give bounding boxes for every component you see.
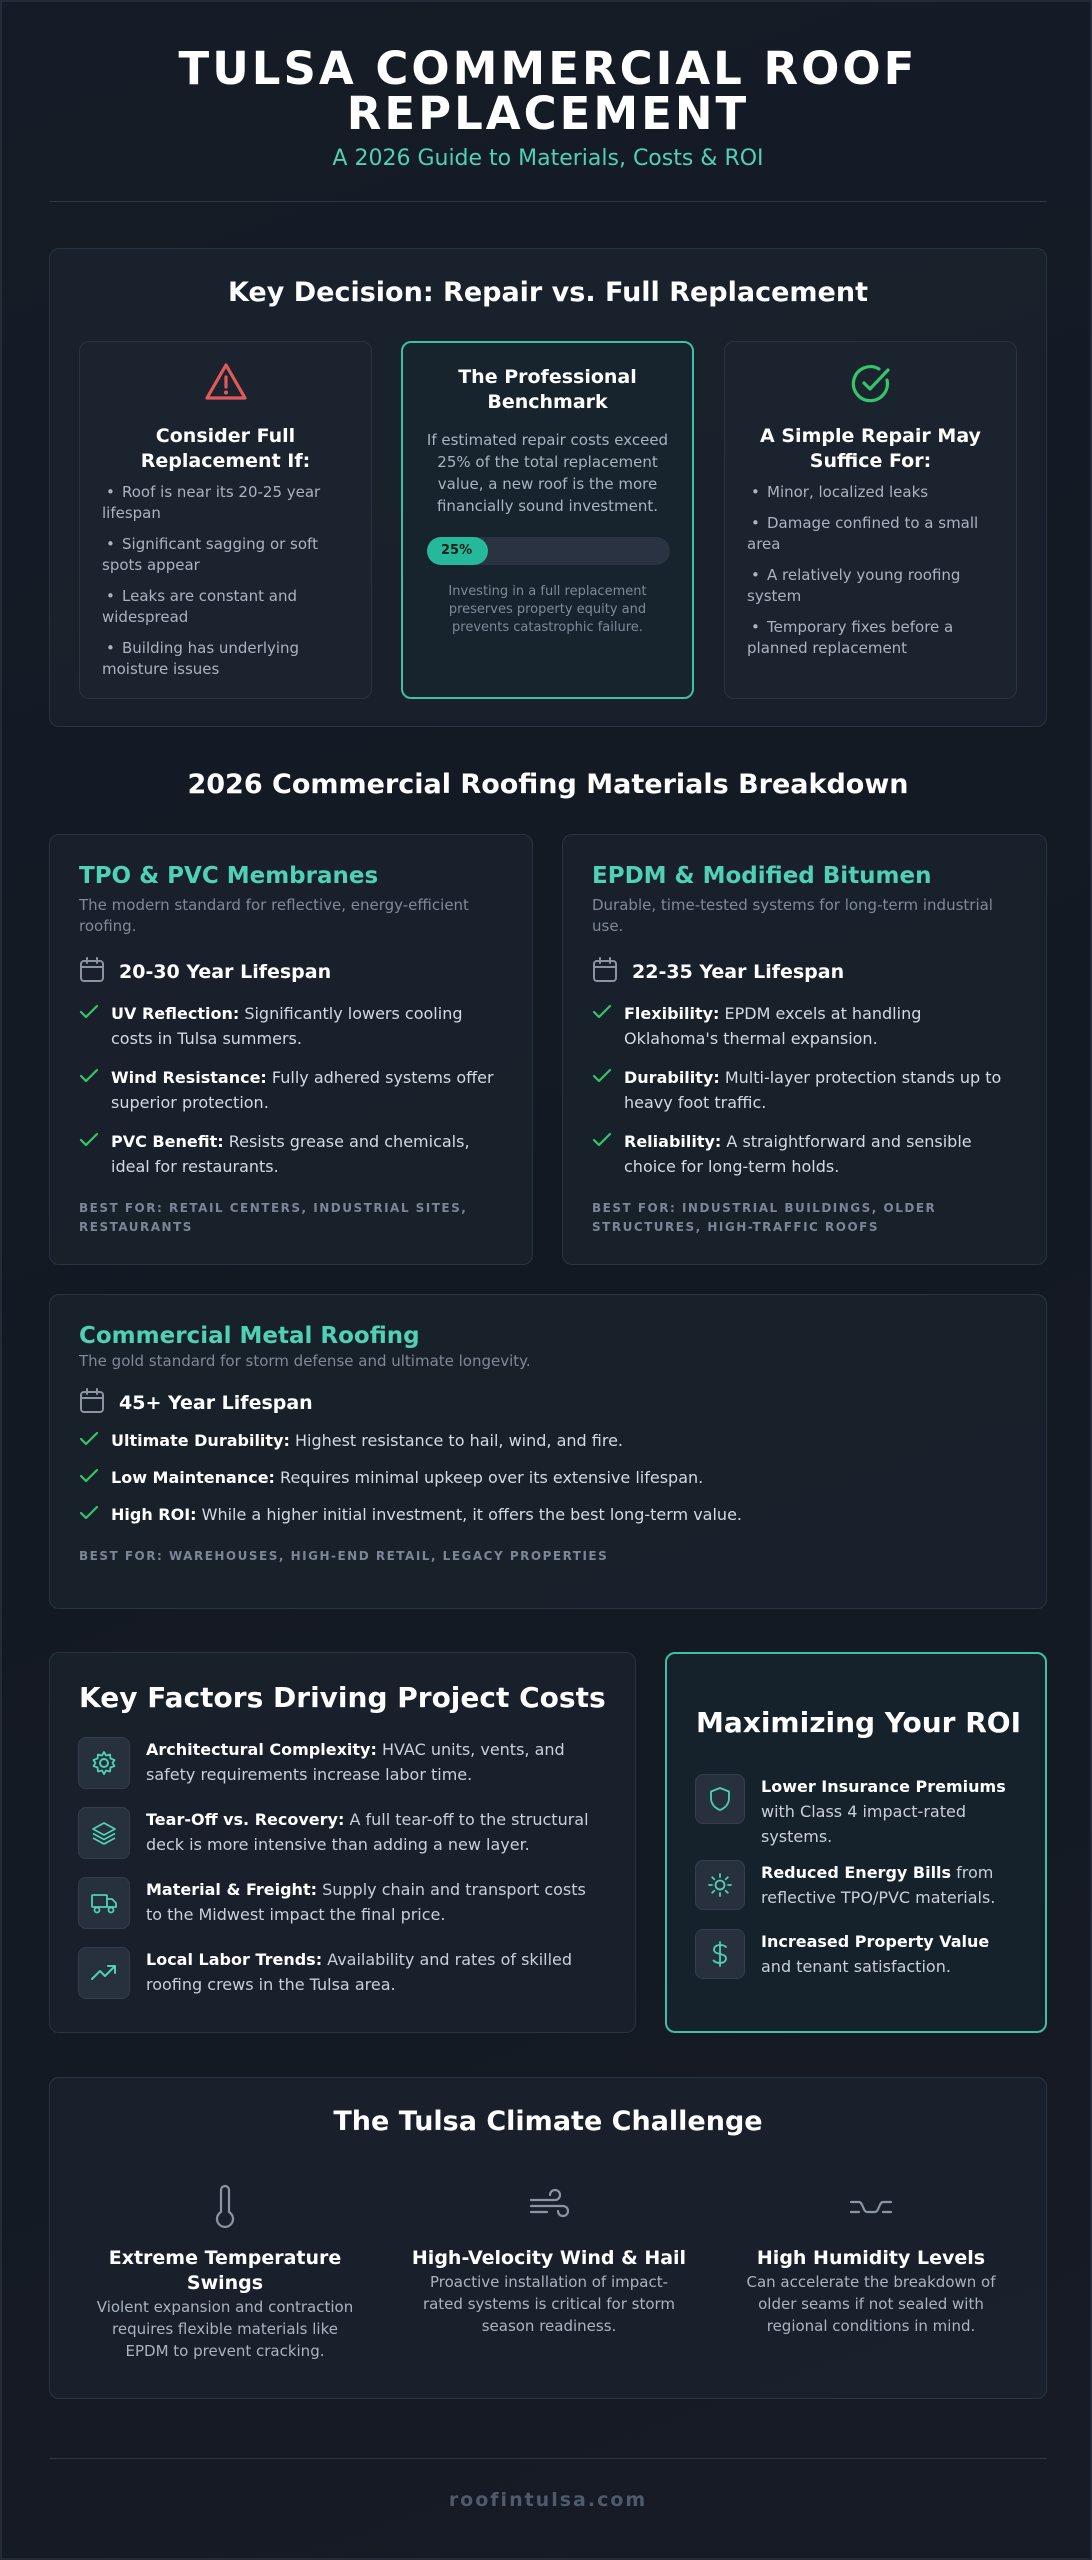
roi-item: Lower Insurance Premiums with Class 4 impact-rated systems. [695, 1774, 1011, 1849]
check-icon [79, 1502, 111, 1527]
repair-title: A Simple Repair May Suffice For: [760, 425, 981, 472]
list-item: • A relatively young roofing system [747, 566, 961, 605]
list-item: • Minor, localized leaks [751, 483, 929, 501]
climate-item: High Humidity Levels Can accelerate the breakdown of older seams if not sealed with regional conditions in mind. [721, 2184, 1021, 2337]
footer-divider [49, 2458, 1047, 2459]
benchmark-note: Investing in a full replacement preserves property equity and prevents catastrophic failure. [448, 584, 647, 635]
metal-lifespan: 45+ Year Lifespan [79, 1388, 1018, 1418]
cost-factor-item: Architectural Complexity: HVAC units, vents, and safety requirements increase labor time. [78, 1737, 606, 1789]
climate-section [49, 2077, 1047, 2399]
calendar-icon [79, 1388, 105, 1418]
roi-title: Maximizing Your ROI [696, 1706, 1022, 1739]
check-icon [79, 1065, 111, 1115]
replace-column [79, 341, 372, 699]
roi-item: Increased Property Value and tenant satisfaction. [695, 1929, 1011, 1979]
check-icon [79, 1001, 111, 1051]
metal-desc: The gold standard for storm defense and ultimate longevity. [79, 1352, 531, 1370]
dollar-icon [695, 1929, 745, 1979]
benchmark-title: The Professional Benchmark [458, 366, 637, 413]
tpo-desc: The modern standard for reflective, energy-efficient roofing. [79, 896, 469, 935]
check-icon [79, 1428, 111, 1453]
repair-column [724, 341, 1017, 699]
climate-item: Extreme Temperature Swings Violent expansion and contraction requires flexible materials like EPDM to prevent cracking. [75, 2184, 375, 2362]
decision-title: Key Decision: Repair vs. Full Replacement [227, 277, 868, 308]
gear-icon [78, 1737, 130, 1789]
list-item: • Building has underlying moisture issues [102, 639, 300, 678]
metal-card [49, 1294, 1047, 1609]
benchmark-column [401, 341, 694, 699]
feature-item: Low Maintenance: Requires minimal upkeep over its extensive lifespan. [79, 1465, 1018, 1490]
climate-item: High-Velocity Wind & Hail Proactive installation of impact-rated systems is critical for storm season readiness. [399, 2184, 699, 2337]
feature-item: PVC Benefit: Resists grease and chemicals, ideal for restaurants. [79, 1129, 504, 1179]
cost-factor-item: Material & Freight: Supply chain and transport costs to the Midwest impact the final price. [78, 1877, 606, 1929]
check-icon [79, 1129, 111, 1179]
cost-factors-card [49, 1652, 636, 2033]
epdm-title: EPDM & Modified Bitumen [592, 863, 932, 889]
calendar-icon [79, 957, 105, 987]
page-title: TULSA COMMERCIAL ROOF REPLACEMENT [178, 42, 918, 140]
epdm-card [562, 834, 1047, 1265]
warning-icon [80, 362, 371, 406]
benchmark-body: If estimated repair costs exceed 25% of the total replacement value, a new roof is the more financially sound investment. [426, 431, 669, 515]
feature-item: Wind Resistance: Fully adhered systems offer superior protection. [79, 1065, 504, 1115]
layers-icon [78, 1807, 130, 1859]
replace-title: Consider Full Replacement If: [140, 425, 311, 472]
header [2, 42, 1092, 171]
benchmark-progress-bar [427, 537, 670, 565]
epdm-desc: Durable, time-tested systems for long-term industrial use. [592, 896, 993, 935]
calendar-icon [592, 957, 618, 987]
list-item: • Damage confined to a small area [747, 514, 979, 553]
tpo-card [49, 834, 533, 1265]
metal-best-for: BEST FOR: WAREHOUSES, HIGH-END RETAIL, LEGACY PROPERTIES [79, 1549, 609, 1563]
feature-item: Ultimate Durability: Highest resistance to hail, wind, and fire. [79, 1428, 1018, 1453]
roi-item: Reduced Energy Bills from reflective TPO/PVC materials. [695, 1860, 1011, 1910]
feature-item: Flexibility: EPDM excels at handling Oklahoma's thermal expansion. [592, 1001, 1018, 1051]
sun-icon [695, 1860, 745, 1910]
waves-icon [721, 2184, 1021, 2232]
check-circle-icon [725, 362, 1016, 410]
list-item: • Significant sagging or soft spots appear [102, 535, 318, 574]
roi-card [665, 1652, 1047, 2033]
check-icon [592, 1001, 624, 1051]
shield-icon [695, 1774, 745, 1824]
progress-label: 25% [441, 543, 473, 558]
check-icon [592, 1129, 624, 1179]
tpo-best-for: BEST FOR: RETAIL CENTERS, INDUSTRIAL SITES, RESTAURANTS [79, 1201, 468, 1234]
epdm-lifespan: 22-35 Year Lifespan [592, 957, 1018, 987]
repair-list [725, 482, 1016, 669]
tpo-lifespan: 20-30 Year Lifespan [79, 957, 504, 987]
feature-item: Durability: Multi-layer protection stands up to heavy foot traffic. [592, 1065, 1018, 1115]
tpo-title: TPO & PVC Membranes [79, 863, 379, 889]
truck-icon [78, 1877, 130, 1929]
header-divider [49, 201, 1047, 202]
check-icon [592, 1065, 624, 1115]
epdm-best-for: BEST FOR: INDUSTRIAL BUILDINGS, OLDER STRUCTURES, HIGH-TRAFFIC ROOFS [592, 1201, 937, 1234]
materials-title: 2026 Commercial Roofing Materials Breakdown [187, 769, 909, 800]
feature-item: High ROI: While a higher initial investment, it offers the best long-term value. [79, 1502, 1018, 1527]
cost-factors-title: Key Factors Driving Project Costs [79, 1681, 606, 1714]
feature-item: UV Reflection: Significantly lowers cooling costs in Tulsa summers. [79, 1001, 504, 1051]
cost-factor-item: Local Labor Trends: Availability and rates of skilled roofing crews in the Tulsa area. [78, 1947, 606, 1999]
replace-list [80, 482, 371, 690]
check-icon [79, 1465, 111, 1490]
list-item: • Temporary fixes before a planned replacement [747, 618, 954, 657]
cost-factor-item: Tear-Off vs. Recovery: A full tear-off to the structural deck is more intensive than adding a new layer. [78, 1807, 606, 1859]
feature-item: Reliability: A straightforward and sensible choice for long-term holds. [592, 1129, 1018, 1179]
trending-up-icon [78, 1947, 130, 1999]
climate-title: The Tulsa Climate Challenge [333, 2106, 763, 2137]
thermometer-icon [75, 2184, 375, 2232]
metal-title: Commercial Metal Roofing [79, 1323, 420, 1349]
decision-section [49, 248, 1047, 727]
page-subtitle: A 2026 Guide to Materials, Costs & ROI [332, 146, 764, 171]
list-item: • Roof is near its 20-25 year lifespan [102, 483, 321, 522]
list-item: • Leaks are constant and widespread [102, 587, 298, 626]
wind-icon [399, 2184, 699, 2232]
footer-site-link[interactable]: roofintulsa.com [448, 2489, 648, 2511]
